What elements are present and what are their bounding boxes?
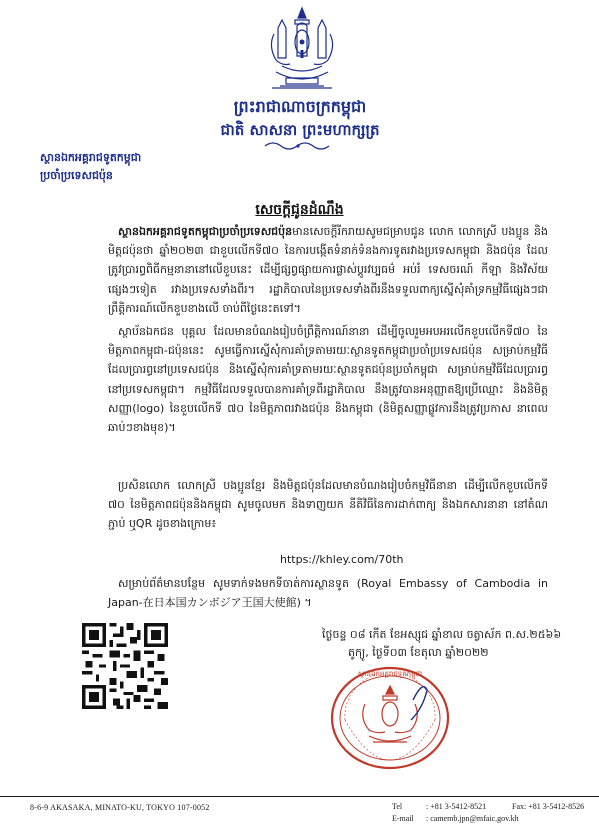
paragraph-3: ប្រសិនលោក លោកស្រី បងប្អូនខ្មែរ និងមិត្តជប៉ុនដែលមានបំណងរៀបចំកម្មវិធីនានា ដើម្បីលើកខួបលើកទី ៧០ នៃមិត្តភាពជប៉ុននិងកម្ពុជា សូមចូលមក និងទាញយក នីតិវិធីនៃការដាក់ពាក្យ និងឯកសារនានា នៅតំណភ្ជាប់ ឬQR ដូចខាងក្រោម៖ [108,479,548,531]
fax-number: Fax: +81 3-5412-8526 [512,802,585,811]
paragraph-1-lead: ស្ថានឯកអគ្គរាជទូតកម្ពុជាប្រចាំប្រទេសជប៉ុន [118,225,293,238]
flourish-ornament [263,141,333,151]
embassy-heading [40,149,240,185]
date-block [322,626,562,662]
embassy-name: ស្ថានឯកអគ្គរាជទូតកម្ពុជា [40,151,142,164]
tel-number: : +81 3-5412-8521 [426,802,487,811]
registration-link[interactable]: https://khley.com/70th [280,553,404,566]
paragraph-1-body: មានសេចក្ដីរីករាយសូមជម្រាបជូន លោក លោកស្រី បងប្អូន និងមិត្តជប៉ុនថា ឆ្នាំ២០២៣ ជាខួបលើកទី៧០ នៃការបង្កើតទំនាក់ទំនងការទូតរវាងប្រទេសកម្ពុជា និងជប៉ុន ដែលត្រូវប្រារព្ធពិធីកម្មនានានៅលើខួបនេះ ដើម្បីផ្សព្វផ្សាយការផ្លាស់ប្ដូរវប្បធម៌ អប់រំ ទេសចរណ៍ កីឡា និងវិស័យផ្សេងៗទៀត រវាងប្រទេសទាំងពីរ។ រដ្ឋាភិបាលនៃប្រទេសទាំងពីរនឹងទទួលពាក្យស្នើសុំគាំទ្រកម្មវិធីផ្សេងៗជាព្រឹត្តិការណ៍លើកខួបខាងលើ ចាប់ពីថ្ងៃនេះតទៅ។ [108,225,548,315]
qr-code-icon[interactable] [82,623,168,709]
letterhead-kingdom [180,96,420,140]
national-motto: ជាតិ សាសនា ព្រះមហាក្សត្រ [220,121,380,139]
tel-label: Tel [392,802,403,811]
footer-contact [392,801,592,825]
footer-address: 8-6-9 AKASAKA, MINATO-KU, TOKYO 107-0052 [30,803,210,812]
paragraph-4: សម្រាប់ព័ត៌មានបន្ថែម សូមទាក់ទងមកទីចាត់ការស្ថានទូត (Royal Embassy of Cambodia in Japan-在日本国カンボジア王国大使館) ។ [108,577,548,610]
solar-date: តូក្យូ, ថ្ងៃទី០៣ ខែតុលា ឆ្នាំ២០២២ [348,646,489,659]
kingdom-name: ព្រះរាជាណាចក្រកម្ពុជា [233,97,367,116]
email-address[interactable]: : camemb.jpn@mfaic.gov.kh [426,814,519,823]
footer-divider [0,796,599,797]
royal-emblem-icon [262,4,342,92]
embassy-location: ប្រចាំប្រទេសជប៉ុន [40,169,113,182]
seal-text: ស្ថានឯកអគ្គរាជទូតកម្ពុជា [357,670,423,678]
email-label: E-mail [392,814,414,823]
document-title: សេចក្ដីជូនដំណឹង [255,202,344,218]
paragraph-2: ស្ថាប័នឯកជន បុគ្គល ដែលមានបំណងរៀបចំព្រឹត្តិការណ៍នានា ដើម្បីចូលរួមអបអរលើកខួបលើកទី៧០ នៃមិត្តភាពកម្ពុជា-ជប៉ុននេះ សូមធ្វើការស្នើសុំការគាំទ្រតាមរយៈស្ថានទូតកម្ពុជាប្រចាំប្រទេសជប៉ុន សម្រាប់កម្មវិធីដែលប្រារព្ធនៅប្រទេសជប៉ុន និងស្នើសុំការគាំទ្រតាមរយៈស្ថានទូតជប៉ុនប្រចាំកម្ពុជា សម្រាប់កម្មវិធីដែលប្រារព្ធនៅប្រទេសកម្ពុជា។ កម្មវិធីដែលទទួលបានការគាំទ្រពីរដ្ឋាភិបាល នឹងត្រូវបានអនុញ្ញាតឱ្យប្រើឈ្មោះ និងនិមិត្តសញ្ញា(logo) នៃខួបលើកទី ៧០ នៃមិត្តភាពរវាងជប៉ុន និងកម្ពុជា (និមិត្តសញ្ញាផ្លូវការនឹងត្រូវប្រកាស នាពេលឆាប់ៗខាងមុខ)។ [108,325,548,435]
lunar-date: ថ្ងៃចន្ទ ០៨ កើត ខែអស្សុជ ឆ្នាំខាល ចត្វាស័ក ព.ស.២៥៦៦ [322,628,562,641]
paragraph-1 [108,222,548,318]
official-seal-icon [325,660,455,778]
